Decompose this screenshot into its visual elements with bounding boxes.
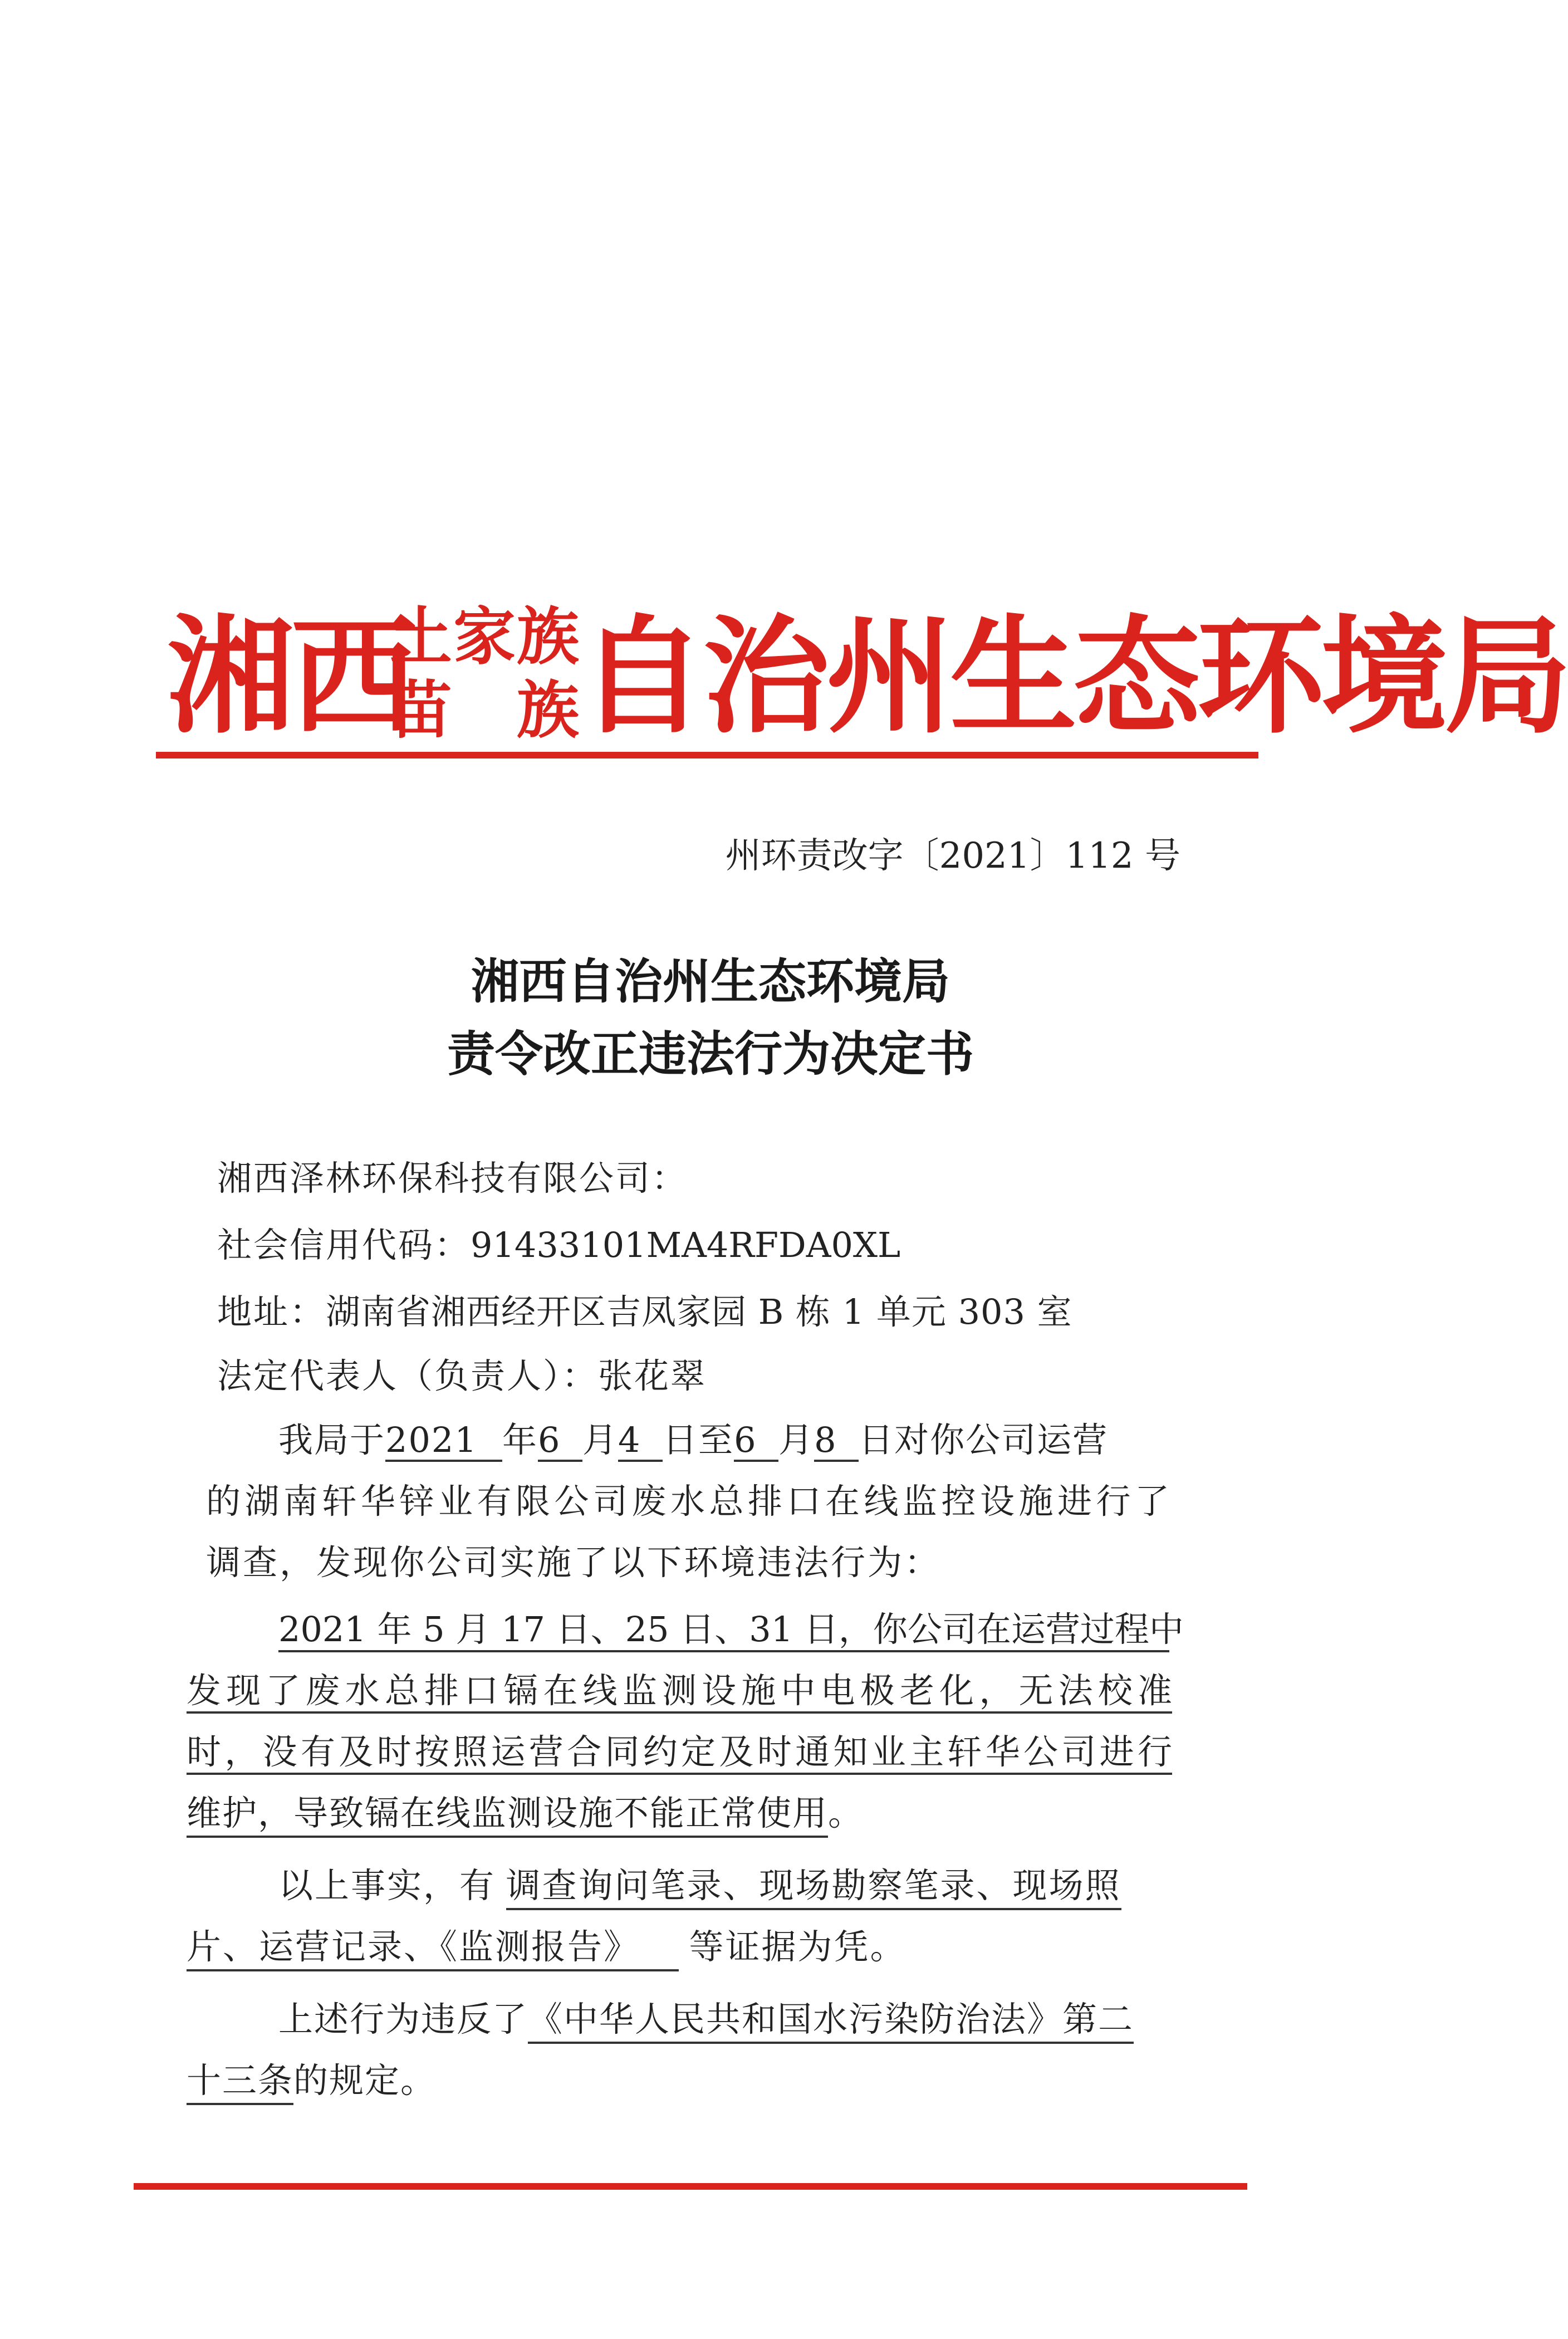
para2-line-1-text: 2021 年 5 月 17 日、25 日、31 日，你公司在运营过程中 [278,1612,1169,1652]
letterhead-stacked-bottom: 苗 族 [390,674,580,747]
address-value: 湖南省湘西经开区吉凤家园 B 栋 1 单元 303 室 [326,1291,1072,1332]
para2-line-2 [187,1670,1172,1714]
para1-month-unit-2: 月 [778,1420,815,1460]
para2-line-4 [187,1793,864,1833]
para1-day-end: 8 [814,1423,859,1462]
credit-code-value: 91433101MA4RFDA0XL [471,1225,901,1265]
para2-line-3 [187,1731,1172,1775]
para1-month-unit-1: 月 [582,1420,619,1460]
para2-line-1 [278,1609,1184,1652]
legal-rep-label: 法定代表人（负责人）： [217,1356,599,1396]
para4-law-1: 《中华人民共和国水污染防治法》第二 [528,1999,1134,2044]
para3-evidence-2: 片、运营记录、《监测报告》 [187,1926,679,1971]
letterhead-left: 湘西 [167,601,414,751]
recipient-company: 湘西泽林环保科技有限公司： [217,1158,688,1198]
para1-day-start: 4 [618,1423,663,1462]
credit-code-line [217,1225,901,1265]
para4-line-1 [278,1999,1169,2039]
letterhead [167,585,1568,769]
address-line [217,1291,1072,1332]
para1-prefix: 我局于 [278,1420,386,1460]
para4-suffix: 的规定。 [293,2060,437,2101]
para4-line-2 [187,2060,437,2101]
para3-evidence-1: 调查询问笔录、现场勘察笔录、现场照 [506,1865,1121,1910]
document-number: 州环责改字〔2021〕112 号 [725,835,1180,877]
legal-rep-line [217,1356,707,1396]
letterhead-stacked-top: 土家族 [390,600,580,673]
para3-suffix: 等证据为凭。 [689,1926,906,1967]
para2-line-4-end: 。 [828,1793,864,1833]
para3-line-2 [187,1926,906,1967]
address-label: 地址： [217,1291,326,1332]
para3-line-1 [278,1865,1169,1906]
para1-day-unit-1: 日至 [663,1420,734,1460]
para1-line-3: 调查，发现你公司实施了以下环境违法行为： [206,1542,942,1583]
document-title-line-1: 湘西自治州生态环境局 [471,953,950,1010]
para2-line-3-text: 时，没有及时按照运营合同约定及时通知业主轩华公司进行 [187,1735,1172,1775]
para1-month-end: 6 [734,1423,778,1462]
letterhead-right: 自治州生态环境局 [579,601,1568,751]
legal-rep-value: 张花翠 [598,1356,707,1396]
footer-rule [134,2183,1247,2190]
document-title-line-2: 责令改正违法行为决定书 [447,1026,974,1082]
para1-line-2: 的湖南轩华锌业有限公司废水总排口在线监控设施进行了 [206,1481,1169,1521]
credit-code-label: 社会信用代码： [217,1225,471,1265]
para1-year: 2021 [385,1423,502,1462]
letterhead-rule [156,752,1258,759]
para1-year-unit: 年 [502,1420,538,1460]
para1-month-start: 6 [538,1423,582,1462]
para1-line-1 [278,1420,1169,1462]
para1-suffix: 日对你公司运营 [859,1420,1109,1460]
para2-line-2-text: 发现了废水总排口镉在线监测设施中电极老化，无法校准 [187,1673,1172,1714]
para4-prefix: 上述行为违反了 [278,1999,528,2039]
para4-law-2: 十三条 [187,2060,293,2105]
para3-prefix: 以上事实，有 [278,1865,496,1906]
para2-line-4-text: 维护，导致镉在线监测设施不能正常使用 [187,1793,828,1838]
